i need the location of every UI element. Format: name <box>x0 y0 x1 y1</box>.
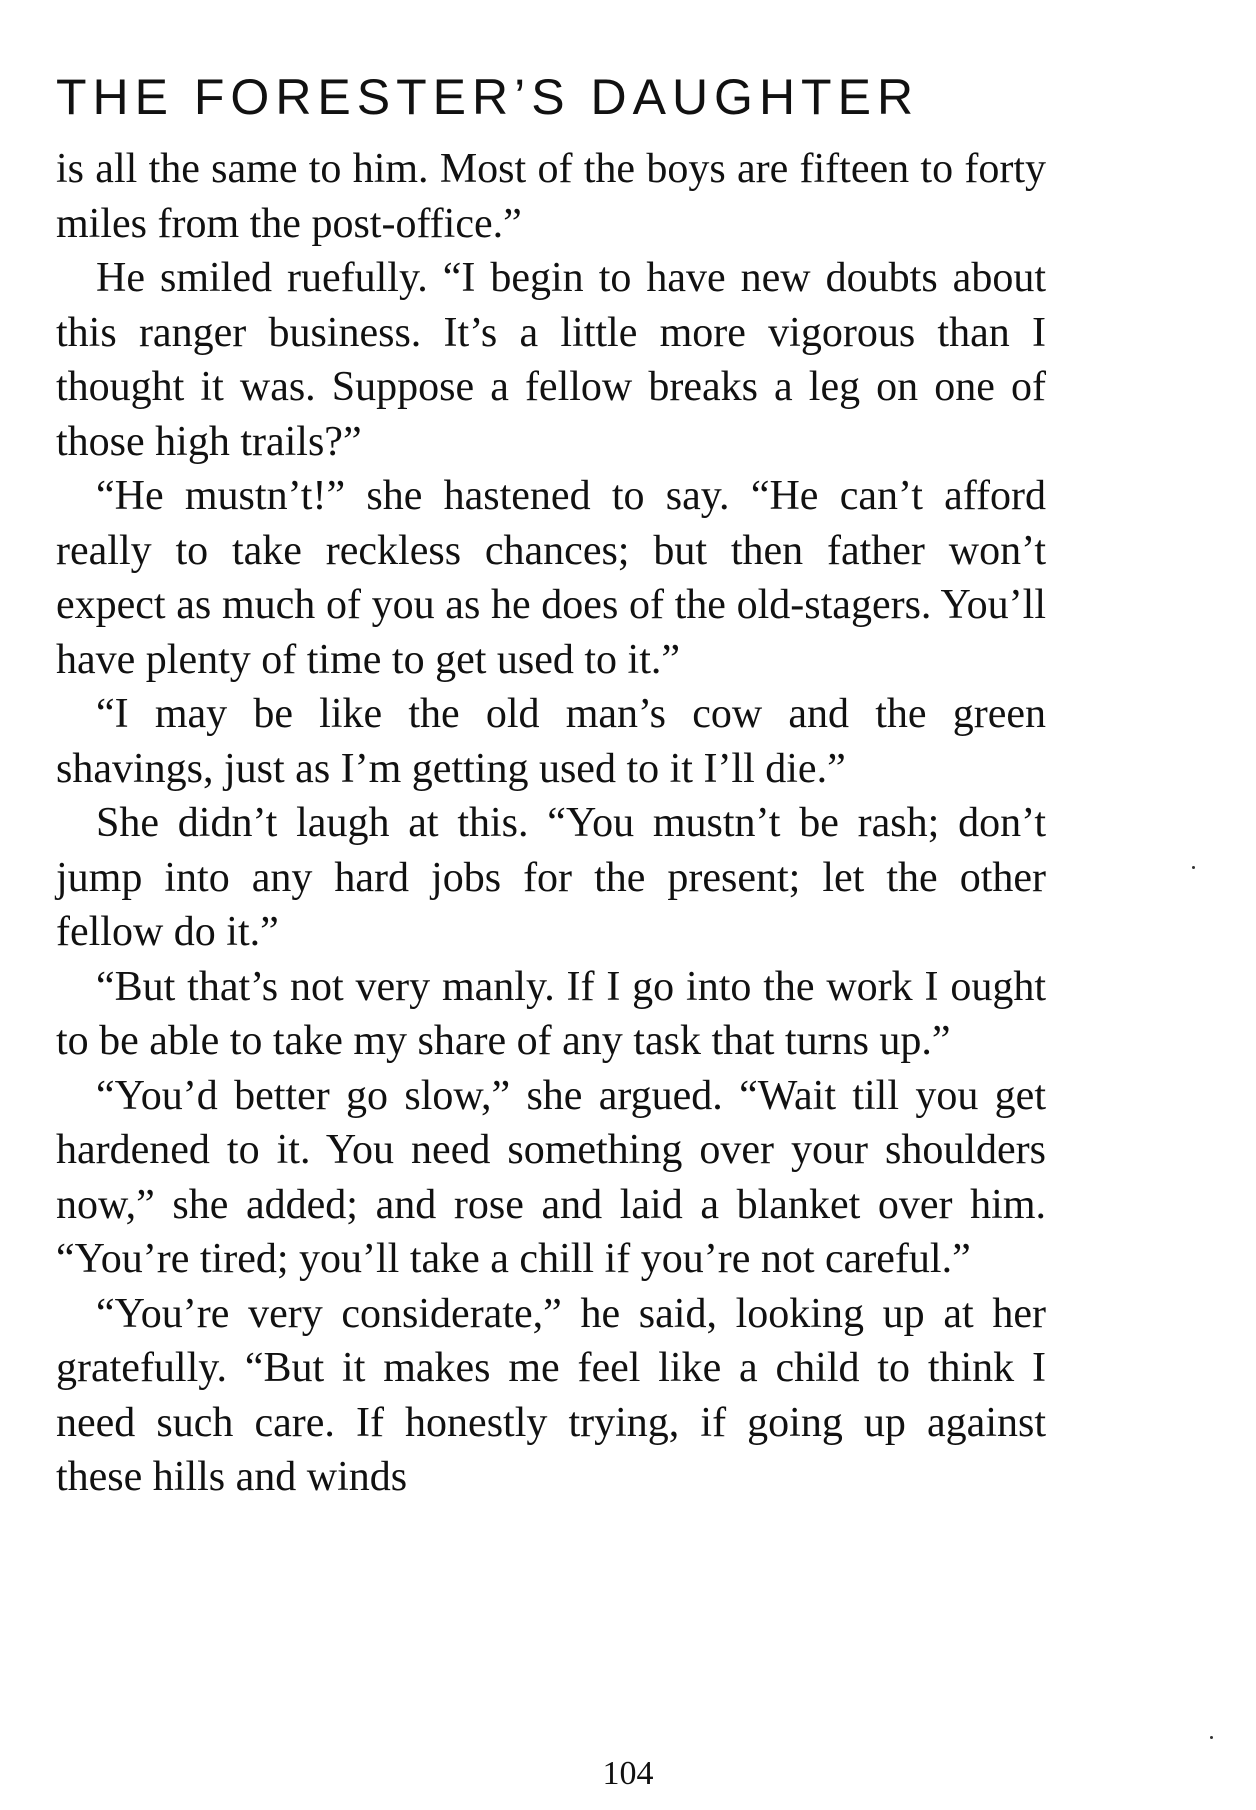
book-page <box>56 60 1046 1505</box>
scan-speck <box>1210 1736 1213 1739</box>
page-number: 104 <box>602 1755 654 1792</box>
paragraph: “You’d better go slow,” she argued. “Wait till you get hardened to it. You need something over your shoulders now,” she added; and rose and laid a blanket over him. “You’re tired; you’ll take a chill if you’re not careful.” <box>56 1072 1046 1282</box>
running-head: THE FORESTER’S DAUGHTER <box>56 69 920 125</box>
paragraph: “He mustn’t!” she hastened to say. “He can’t afford really to take reckless chances; but then father won’t expect as much of you as he does of the old-stagers. You’ll have plenty of time to get used to it.” <box>56 473 1046 683</box>
paragraph: “I may be like the old man’s cow and the green shavings, just as I’m getting used to it I’ll die.” <box>56 691 1046 792</box>
paragraph: She didn’t laugh at this. “You mustn’t be rash; don’t jump into any hard jobs for the present; let the other fellow do it.” <box>56 800 1046 955</box>
paragraph: “You’re very considerate,” he said, looking up at her gratefully. “But it makes me feel like a child to think I need such care. If honestly trying, if going up against these hills and winds <box>56 1290 1046 1500</box>
paragraph: is all the same to him. Most of the boys are fifteen to forty miles from the post-office.” <box>56 146 1046 247</box>
body-text <box>56 142 1046 1505</box>
paragraph: “But that’s not very manly. If I go into the work I ought to be able to take my share of any task that turns up.” <box>56 963 1046 1064</box>
paragraph: He smiled ruefully. “I begin to have new doubts about this ranger business. It’s a little more vigorous than I thought it was. Suppose a fellow breaks a leg on one of those high trails?” <box>56 255 1046 465</box>
scan-speck <box>1192 866 1195 869</box>
